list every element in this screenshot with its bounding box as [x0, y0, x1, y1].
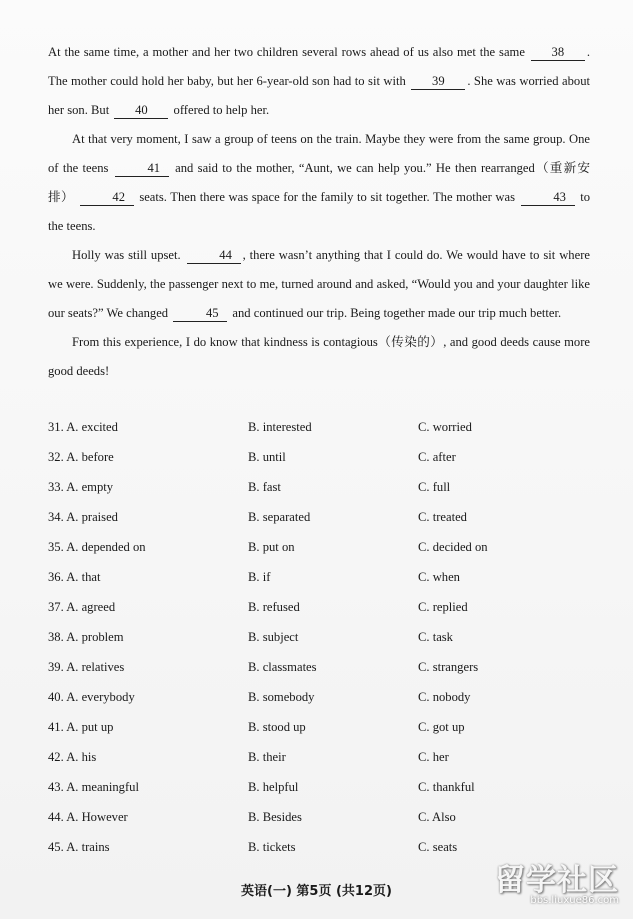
paragraph-4: From this experience, I do know that kindness is contagious（传染的）, and good deeds cause more good deeds! — [48, 335, 590, 378]
option-row-35 — [48, 536, 608, 566]
option-a: 45. A. trains — [48, 840, 110, 854]
option-a: 32. A. before — [48, 450, 114, 464]
blank-40: 40 — [114, 102, 168, 119]
option-a: 42. A. his — [48, 750, 97, 764]
option-b: B. classmates — [248, 660, 317, 674]
option-b: B. subject — [248, 630, 299, 644]
option-a: 44. A. However — [48, 810, 128, 824]
option-row-37 — [48, 596, 608, 626]
option-row-33 — [48, 476, 608, 506]
option-row-41 — [48, 716, 608, 746]
option-c: C. strangers — [418, 660, 479, 674]
option-b: B. refused — [248, 600, 300, 614]
option-c: C. nobody — [418, 690, 471, 704]
watermark-text: 留学社区 — [495, 863, 619, 898]
option-b: B. until — [248, 450, 286, 464]
blank-43: 43 — [521, 189, 575, 206]
option-a: 36. A. that — [48, 570, 101, 584]
option-c: C. decided on — [418, 540, 488, 554]
option-row-32 — [48, 446, 608, 476]
option-c: C. worried — [418, 420, 472, 434]
option-c: C. seats — [418, 840, 458, 854]
option-c: C. Also — [418, 810, 456, 824]
option-b: B. separated — [248, 510, 311, 524]
option-row-38 — [48, 626, 608, 656]
option-a: 37. A. agreed — [48, 600, 116, 614]
option-a: 33. A. empty — [48, 480, 114, 494]
option-a: 31. A. excited — [48, 420, 118, 434]
blank-38: 38 — [531, 44, 585, 61]
option-c: C. when — [418, 570, 460, 584]
option-a: 34. A. praised — [48, 510, 118, 524]
option-a: 43. A. meaningful — [48, 780, 139, 794]
option-c: C. her — [418, 750, 449, 764]
option-b: B. stood up — [248, 720, 306, 734]
option-b: B. if — [248, 570, 271, 584]
paragraph-1: At the same time, a mother and her two children several rows ahead of us also met the same 38 . The mother could hold her baby, but her 6-year-old son had to sit with 39 . She was worried about her son. But 40 offered to help her. — [48, 45, 590, 117]
blank-42: 42 — [80, 189, 134, 206]
blank-41: 41 — [115, 160, 169, 177]
option-c: C. got up — [418, 720, 465, 734]
watermark-url: bbs.liuxue86.com — [530, 895, 619, 906]
option-c: C. replied — [418, 600, 468, 614]
option-b: B. their — [248, 750, 286, 764]
option-a: 38. A. problem — [48, 630, 124, 644]
option-b: B. somebody — [248, 690, 315, 704]
blank-45: 45 — [173, 305, 227, 322]
option-row-44 — [48, 806, 608, 836]
option-c: C. after — [418, 450, 456, 464]
option-a: 35. A. depended on — [48, 540, 146, 554]
blank-44: 44 — [187, 247, 241, 264]
option-b: B. helpful — [248, 780, 299, 794]
watermark — [465, 855, 625, 913]
option-row-31 — [48, 416, 608, 446]
option-c: C. treated — [418, 510, 467, 524]
option-c: C. thankful — [418, 780, 475, 794]
option-b: B. fast — [248, 480, 281, 494]
blank-39: 39 — [411, 73, 465, 90]
option-a: 41. A. put up — [48, 720, 114, 734]
option-a: 40. A. everybody — [48, 690, 135, 704]
option-row-36 — [48, 566, 608, 596]
option-row-40 — [48, 686, 608, 716]
paragraph-3: Holly was still upset. 44 , there wasn’t anything that I could do. We would have to sit where we were. Suddenly, the passenger next to me, turned around and asked, “Would you and your daughter like our seats?” We changed 45 and continued our trip. Being together made our trip much better. — [48, 248, 590, 320]
option-b: B. Besides — [248, 810, 302, 824]
option-c: C. task — [418, 630, 453, 644]
paragraph-2: At that very moment, I saw a group of teens on the train. Maybe they were from the same group. One of the teens 41 and said to the mother, “Aunt, we can help you.” He then rearranged（重新安排） 42 seats. Then there was space for the family to sit together. The mother was 43 to the teens. — [48, 132, 591, 233]
reading-passage — [48, 38, 590, 386]
option-row-42 — [48, 746, 608, 776]
answer-options — [48, 416, 608, 866]
option-c: C. full — [418, 480, 451, 494]
option-b: B. tickets — [248, 840, 296, 854]
option-b: B. interested — [248, 420, 312, 434]
option-row-39 — [48, 656, 608, 686]
option-row-43 — [48, 776, 608, 806]
option-a: 39. A. relatives — [48, 660, 125, 674]
option-b: B. put on — [248, 540, 295, 554]
option-row-34 — [48, 506, 608, 536]
page-footer: 英语(一) 第5页 (共12页) — [241, 884, 392, 899]
